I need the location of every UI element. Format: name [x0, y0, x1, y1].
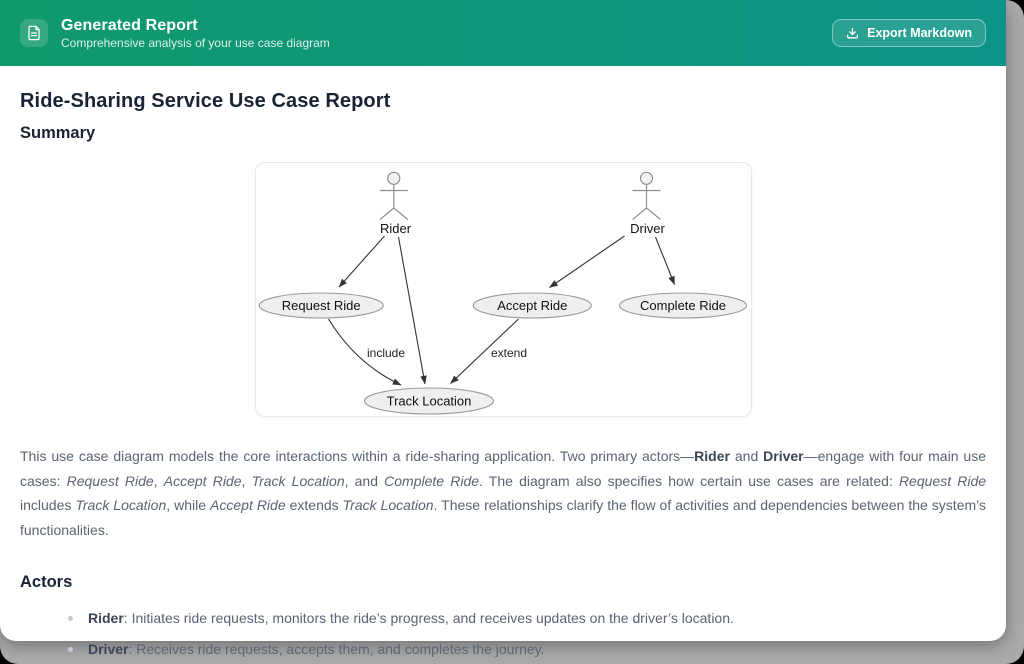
download-icon: [846, 27, 859, 40]
use-case-diagram: [255, 162, 752, 417]
actor-list-item-rider: [68, 608, 986, 629]
page-subtitle: Comprehensive analysis of your use case diagram: [61, 35, 330, 50]
actor-driver-label: Driver: [629, 221, 665, 236]
actor-rider-label: Rider: [379, 221, 411, 236]
export-markdown-label: Export Markdown: [867, 26, 972, 40]
node-complete-ride-label: Complete Ride: [639, 298, 726, 313]
actor-driver: [632, 172, 660, 219]
node-request-ride-label: Request Ride: [281, 298, 361, 313]
actors-list: [20, 608, 986, 660]
document-icon: [20, 19, 48, 47]
export-markdown-button[interactable]: [832, 19, 986, 47]
summary-paragraph: This use case diagram models the core interactions within a ride-sharing application. Two primary actors—Rider and Driver—engage with four main use cases: Request Ride, Accept Ride, Track Location, and Complete Ride. The diagram also specifies how certain use cases are related: Request Ride includes Track Location, while Accept Ride extends Track Location. These relationships clarify the flow of activities and dependencies between the system’s functionalities.: [20, 448, 987, 538]
actor-description: : Initiates ride requests, monitors the ride’s progress, and receives updates on the driver’s location.: [123, 610, 734, 626]
actors-heading: Actors: [20, 573, 73, 591]
actor-rider: [379, 172, 407, 219]
bullet-icon: [68, 647, 73, 652]
node-track-location-label: Track Location: [386, 393, 471, 409]
include-edge-label: include: [366, 346, 405, 360]
edge-driver-accept-ride: [549, 236, 624, 288]
actor-description: : Receives ride requests, accepts them, and completes the journey.: [128, 641, 545, 657]
node-accept-ride-label: Accept Ride: [496, 298, 567, 313]
report-content: [0, 88, 1006, 660]
use-case-diagram-svg: [256, 163, 751, 416]
edge-rider-request-ride: [339, 236, 385, 287]
page-title: Generated Report: [61, 16, 198, 34]
actor-list-item-driver: [68, 639, 986, 660]
extend-edge-label: extend: [490, 346, 527, 360]
edge-driver-complete-ride: [655, 237, 674, 285]
report-title: Ride-Sharing Service Use Case Report: [20, 90, 391, 112]
summary-heading: Summary: [20, 124, 96, 142]
header-bar: [0, 0, 1006, 66]
actor-name: Rider: [88, 610, 124, 626]
actor-name: Driver: [88, 641, 129, 657]
bullet-icon: [68, 616, 73, 621]
edge-rider-track-location: [398, 237, 425, 384]
header-text: [61, 16, 832, 51]
